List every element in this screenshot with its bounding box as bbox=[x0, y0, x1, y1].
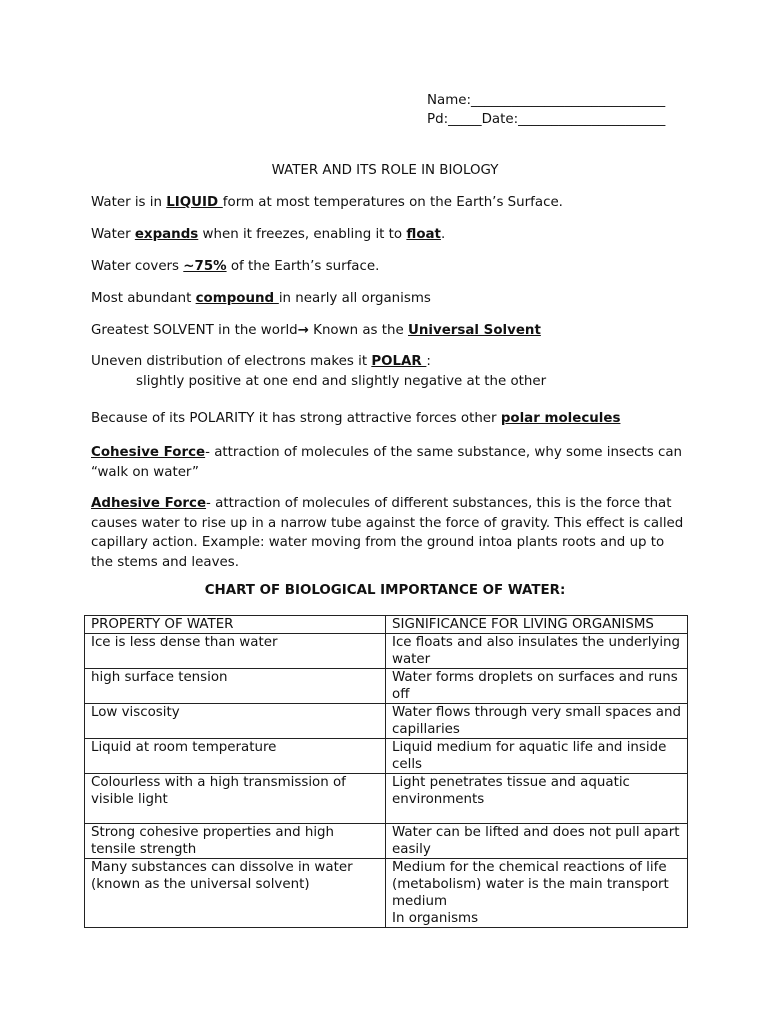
text: Water bbox=[91, 227, 135, 242]
significance-cell: Water flows through very small spaces and capillaries bbox=[386, 704, 688, 739]
solvent-statement bbox=[91, 323, 541, 338]
liquid-statement bbox=[91, 195, 563, 210]
page-title: WATER AND ITS ROLE IN BIOLOGY bbox=[271, 163, 499, 178]
keyword-liquid: LIQUID bbox=[166, 195, 223, 210]
table-row bbox=[85, 669, 688, 704]
text: - attraction of molecules of the same substance, why some insects can “walk on water” bbox=[91, 445, 683, 480]
period-date-line: Pd:_____Date:______________________ bbox=[427, 112, 666, 127]
text: . bbox=[440, 227, 446, 242]
column-header-property: PROPERTY OF WATER bbox=[85, 616, 386, 634]
table-row bbox=[85, 704, 688, 739]
keyword-percentage: ~75% bbox=[183, 259, 227, 274]
text: when it freezes, enabling it to bbox=[198, 227, 407, 242]
chart-title: CHART OF BIOLOGICAL IMPORTANCE OF WATER: bbox=[204, 583, 566, 598]
table-row bbox=[85, 634, 688, 669]
property-cell: high surface tension bbox=[85, 669, 386, 704]
name-field-line: Name:_____________________________ bbox=[427, 93, 666, 108]
polarity-statement bbox=[91, 411, 620, 426]
property-cell: Many substances can dissolve in water (known as the universal solvent) bbox=[85, 859, 386, 928]
expands-statement bbox=[91, 227, 445, 242]
keyword-expands: expands bbox=[134, 227, 199, 242]
text: Uneven distribution of electrons makes it bbox=[91, 354, 372, 369]
text: form at most temperatures on the Earth’s Surface. bbox=[222, 195, 563, 210]
significance-cell: Ice floats and also insulates the underlying water bbox=[386, 634, 688, 669]
column-header-significance: SIGNIFICANCE FOR LIVING ORGANISMS bbox=[386, 616, 688, 634]
table-row bbox=[85, 774, 688, 824]
text: - attraction of molecules of different substances, this is the force that causes water to rise up in a narrow tube against the force of gravity. This effect is called capillary action. Example: water moving from the ground intoa plants roots and up to the stems and leaves. bbox=[91, 496, 684, 570]
property-cell: Strong cohesive properties and high tensile strength bbox=[85, 824, 386, 859]
significance-text: Medium for the chemical reactions of life (metabolism) water is the main transport medium bbox=[392, 860, 669, 909]
text: in nearly all organisms bbox=[278, 291, 431, 306]
cohesive-force-paragraph bbox=[91, 443, 691, 482]
polar-statement bbox=[91, 354, 431, 369]
keyword-universal-solvent: Universal Solvent bbox=[408, 323, 541, 338]
coverage-statement bbox=[91, 259, 379, 274]
compound-statement bbox=[91, 291, 431, 306]
polar-explanation: slightly positive at one end and slightly negative at the other bbox=[136, 374, 547, 389]
text: Known as the bbox=[308, 323, 408, 338]
water-properties-table bbox=[84, 615, 688, 928]
significance-cell: Liquid medium for aquatic life and inside cells bbox=[386, 739, 688, 774]
table-row bbox=[85, 739, 688, 774]
significance-text-continued: In organisms bbox=[392, 911, 479, 926]
text: Greatest SOLVENT in the world bbox=[91, 323, 298, 338]
keyword-adhesive-force: Adhesive Force bbox=[91, 496, 207, 511]
property-cell: Ice is less dense than water bbox=[85, 634, 386, 669]
text: Because of its POLARITY it has strong attractive forces other bbox=[91, 411, 501, 426]
text: Most abundant bbox=[91, 291, 196, 306]
table-row bbox=[85, 859, 688, 928]
property-cell: Colourless with a high transmission of visible light bbox=[85, 774, 386, 824]
keyword-polar: POLAR bbox=[371, 354, 427, 369]
arrow-right-icon: → bbox=[297, 323, 309, 338]
property-cell: Low viscosity bbox=[85, 704, 386, 739]
text: Water covers bbox=[91, 259, 184, 274]
significance-cell: Water can be lifted and does not pull apart easily bbox=[386, 824, 688, 859]
keyword-polar-molecules: polar molecules bbox=[500, 411, 621, 426]
keyword-compound: compound bbox=[195, 291, 279, 306]
keyword-float: float bbox=[406, 227, 441, 242]
significance-cell bbox=[386, 859, 688, 928]
text: of the Earth’s surface. bbox=[226, 259, 380, 274]
property-cell: Liquid at room temperature bbox=[85, 739, 386, 774]
text: Water is in bbox=[91, 195, 167, 210]
text: : bbox=[426, 354, 431, 369]
table-header-row bbox=[85, 616, 688, 634]
adhesive-force-paragraph bbox=[91, 494, 689, 572]
significance-cell: Light penetrates tissue and aquatic environments bbox=[386, 774, 688, 824]
table-row bbox=[85, 824, 688, 859]
significance-cell: Water forms droplets on surfaces and runs off bbox=[386, 669, 688, 704]
keyword-cohesive-force: Cohesive Force bbox=[91, 445, 206, 460]
